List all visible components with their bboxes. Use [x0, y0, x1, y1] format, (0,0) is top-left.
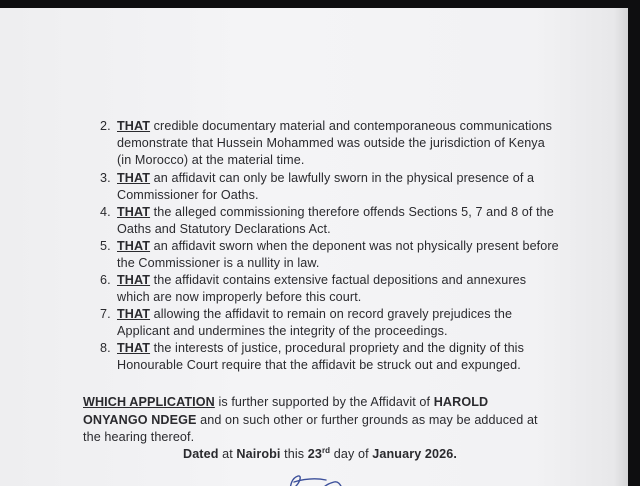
closing-text-continued: and on such other or further grounds as may be adduced at the hearing thereof. — [83, 412, 538, 445]
closing-paragraph — [83, 394, 553, 447]
dated-this: this — [284, 447, 305, 461]
item-keyword: THAT — [117, 239, 151, 253]
item-text: credible documentary material and contemporaneous communications demonstrate that Hussein Mohammed was outside the jurisdiction of Kenya (in Morocco) at the material time. — [117, 119, 553, 168]
dated-word: Dated — [183, 447, 219, 461]
item-number: 6. — [100, 273, 111, 287]
document-page — [0, 8, 628, 486]
item-keyword: THAT — [117, 273, 151, 287]
item-keyword: THAT — [117, 119, 151, 133]
dated-line — [183, 442, 457, 463]
list-item — [100, 306, 560, 340]
item-number: 3. — [100, 171, 111, 185]
list-item — [100, 272, 560, 306]
item-number: 2. — [100, 119, 111, 133]
list-item — [100, 170, 560, 204]
deponent-name: HAROLD ONYANGO NDEGE — [83, 395, 489, 427]
signature-icon — [282, 470, 372, 486]
dated-day-number: 23 — [307, 447, 322, 461]
list-item — [100, 204, 560, 238]
item-text: the alleged commissioning therefore offends Sections 5, 7 and 8 of the Oaths and Statutory Declarations Act. — [117, 205, 554, 237]
dated-date: January 2026. — [372, 447, 457, 461]
dated-day — [308, 447, 330, 461]
dated-at: at — [222, 447, 233, 461]
item-number: 5. — [100, 239, 111, 253]
item-text: an affidavit can only be lawfully sworn in the physical presence of a Commissioner for Oaths. — [117, 171, 535, 203]
dated-place: Nairobi — [236, 447, 281, 461]
item-text: the interests of justice, procedural propriety and the dignity of this Honourable Court require that the affidavit be struck out and expunged. — [117, 341, 524, 373]
item-keyword: THAT — [117, 171, 151, 185]
closing-text: is further supported by the Affidavit of — [218, 395, 431, 409]
item-keyword: THAT — [117, 341, 151, 355]
item-number: 4. — [100, 205, 111, 219]
item-text: an affidavit sworn when the deponent was not physically present before the Commissioner is a nullity in law. — [117, 239, 559, 271]
item-keyword: THAT — [117, 205, 151, 219]
item-text: allowing the affidavit to remain on record gravely prejudices the Applicant and undermines the integrity of the proceedings. — [117, 307, 513, 339]
list-item — [100, 238, 560, 272]
item-number: 8. — [100, 341, 111, 355]
list-item — [100, 340, 560, 374]
dated-day-of: day of — [333, 447, 369, 461]
dated-day-suffix: rd — [321, 446, 331, 455]
closing-lead: WHICH APPLICATION — [83, 395, 215, 409]
list-item — [100, 118, 560, 170]
item-number: 7. — [100, 307, 111, 321]
item-text: the affidavit contains extensive factual depositions and annexures which are now improperly before this court. — [117, 273, 527, 305]
item-keyword: THAT — [117, 307, 151, 321]
